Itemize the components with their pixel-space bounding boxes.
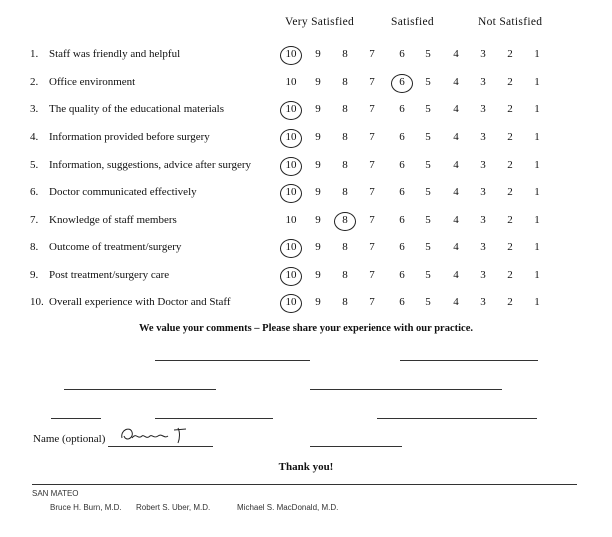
footer-doctor: Robert S. Uber, M.D. <box>136 503 211 512</box>
rating-row <box>0 211 612 231</box>
score-option[interactable]: 8 <box>342 241 348 253</box>
comment-line[interactable] <box>400 360 538 361</box>
item-question: Office environment <box>49 76 136 88</box>
item-question: Overall experience with Doctor and Staff <box>49 296 231 308</box>
score-option[interactable]: 6 <box>399 48 405 60</box>
score-option[interactable]: 2 <box>507 296 513 308</box>
rating-row <box>0 73 612 93</box>
score-option[interactable]: 5 <box>425 241 431 253</box>
selected-circle <box>280 184 302 203</box>
footer-rule <box>32 484 577 485</box>
score-option[interactable]: 7 <box>369 241 375 253</box>
score-option[interactable]: 8 <box>342 269 348 281</box>
item-question: Knowledge of staff members <box>49 214 177 226</box>
selected-circle <box>280 294 302 313</box>
score-option[interactable]: 9 <box>315 76 321 88</box>
item-number: 3. <box>30 103 39 115</box>
score-option[interactable]: 4 <box>453 241 459 253</box>
score-option[interactable]: 2 <box>507 131 513 143</box>
score-option[interactable]: 6 <box>399 241 405 253</box>
score-option[interactable]: 1 <box>534 296 540 308</box>
score-option[interactable]: 1 <box>534 186 540 198</box>
closing-note: We value your comments – Please share your experience with our practice. <box>138 323 473 334</box>
comment-line[interactable] <box>64 389 216 390</box>
selected-circle <box>280 267 302 286</box>
score-option[interactable]: 8 <box>342 103 348 115</box>
rating-row <box>0 266 612 286</box>
item-number: 9. <box>30 269 39 281</box>
rating-row <box>0 293 612 313</box>
score-option[interactable]: 8 <box>342 159 348 171</box>
header-very-satisfied: Very Satisfied <box>285 16 355 28</box>
item-question: Information, suggestions, advice after surgery <box>49 159 252 171</box>
footer-location: SAN MATEO <box>32 489 79 498</box>
selected-circle <box>280 157 302 176</box>
score-option[interactable]: 8 <box>342 296 348 308</box>
selected-circle <box>280 239 302 258</box>
score-option[interactable]: 9 <box>315 131 321 143</box>
score-option[interactable]: 2 <box>507 186 513 198</box>
score-option[interactable]: 10 <box>285 269 297 281</box>
score-option[interactable]: 10 <box>285 296 297 308</box>
score-option[interactable]: 10 <box>285 103 297 115</box>
score-option[interactable]: 7 <box>369 131 375 143</box>
score-option[interactable]: 10 <box>285 159 297 171</box>
item-question: Doctor communicated effectively <box>49 186 197 198</box>
score-option[interactable]: 4 <box>453 76 459 88</box>
item-number: 5. <box>30 159 39 171</box>
rating-row <box>0 238 612 258</box>
score-option[interactable]: 6 <box>399 269 405 281</box>
score-option[interactable]: 7 <box>369 159 375 171</box>
rating-row <box>0 156 612 176</box>
score-option[interactable]: 8 <box>342 76 348 88</box>
score-option[interactable]: 9 <box>315 241 321 253</box>
score-option[interactable]: 2 <box>507 48 513 60</box>
score-option[interactable]: 6 <box>399 296 405 308</box>
score-option[interactable]: 7 <box>369 214 375 226</box>
score-option[interactable]: 7 <box>369 76 375 88</box>
score-option[interactable]: 6 <box>399 131 405 143</box>
score-option[interactable]: 5 <box>425 131 431 143</box>
score-option[interactable]: 4 <box>453 131 459 143</box>
score-option[interactable]: 10 <box>285 76 297 88</box>
score-option[interactable]: 5 <box>425 103 431 115</box>
score-option[interactable]: 3 <box>480 269 486 281</box>
score-option[interactable]: 6 <box>399 159 405 171</box>
item-question: Outcome of treatment/surgery <box>49 241 182 253</box>
score-option[interactable]: 5 <box>425 159 431 171</box>
selected-circle <box>280 101 302 120</box>
score-option[interactable]: 2 <box>507 76 513 88</box>
score-option[interactable]: 8 <box>342 214 348 226</box>
selected-circle <box>391 74 413 93</box>
item-question: Information provided before surgery <box>49 131 210 143</box>
score-option[interactable]: 7 <box>369 269 375 281</box>
score-option[interactable]: 2 <box>507 103 513 115</box>
score-option[interactable]: 6 <box>399 214 405 226</box>
score-option[interactable]: 6 <box>399 103 405 115</box>
score-option[interactable]: 4 <box>453 186 459 198</box>
score-option[interactable]: 3 <box>480 131 486 143</box>
score-option[interactable]: 6 <box>399 76 405 88</box>
rating-row <box>0 100 612 120</box>
score-option[interactable]: 7 <box>369 296 375 308</box>
comment-line[interactable] <box>377 418 537 419</box>
score-option[interactable]: 7 <box>369 186 375 198</box>
item-number: 8. <box>30 241 39 253</box>
score-option[interactable]: 3 <box>480 186 486 198</box>
score-option[interactable]: 5 <box>425 214 431 226</box>
footer-doctor: Bruce H. Burn, M.D. <box>50 503 122 512</box>
score-option[interactable]: 8 <box>342 48 348 60</box>
score-option[interactable]: 5 <box>425 76 431 88</box>
comment-line[interactable] <box>155 418 273 419</box>
score-option[interactable]: 4 <box>453 48 459 60</box>
score-option[interactable]: 5 <box>425 186 431 198</box>
rating-row <box>0 45 612 65</box>
score-option[interactable]: 10 <box>285 131 297 143</box>
score-option[interactable]: 7 <box>369 48 375 60</box>
score-option[interactable]: 5 <box>425 48 431 60</box>
thank-you: Thank you! <box>278 461 334 473</box>
score-option[interactable]: 3 <box>480 214 486 226</box>
item-number: 4. <box>30 131 39 143</box>
item-number: 6. <box>30 186 39 198</box>
score-option[interactable]: 5 <box>425 296 431 308</box>
score-option[interactable]: 3 <box>480 241 486 253</box>
score-option[interactable]: 10 <box>285 186 297 198</box>
score-option[interactable]: 4 <box>453 269 459 281</box>
score-option[interactable]: 4 <box>453 159 459 171</box>
score-option[interactable]: 1 <box>534 159 540 171</box>
rating-row <box>0 183 612 203</box>
score-option[interactable]: 1 <box>534 214 540 226</box>
score-option[interactable]: 7 <box>369 103 375 115</box>
selected-circle <box>280 129 302 148</box>
score-option[interactable]: 3 <box>480 48 486 60</box>
score-option[interactable]: 9 <box>315 296 321 308</box>
score-option[interactable]: 8 <box>342 186 348 198</box>
score-option[interactable]: 10 <box>285 241 297 253</box>
score-option[interactable]: 2 <box>507 269 513 281</box>
footer-doctor: Michael S. MacDonald, M.D. <box>237 503 339 512</box>
score-option[interactable]: 1 <box>534 131 540 143</box>
score-option[interactable]: 8 <box>342 131 348 143</box>
comment-line[interactable] <box>310 446 402 447</box>
comment-line[interactable] <box>310 389 502 390</box>
score-option[interactable]: 9 <box>315 214 321 226</box>
name-label: Name (optional) <box>33 433 106 445</box>
score-option[interactable]: 4 <box>453 214 459 226</box>
item-question: Staff was friendly and helpful <box>49 48 181 60</box>
score-option[interactable]: 9 <box>315 159 321 171</box>
item-question: The quality of the educational materials <box>49 103 225 115</box>
score-option[interactable]: 1 <box>534 48 540 60</box>
score-option[interactable]: 2 <box>507 159 513 171</box>
selected-circle <box>280 46 302 65</box>
score-option[interactable]: 2 <box>507 241 513 253</box>
handwritten-signature <box>118 424 198 446</box>
score-option[interactable]: 3 <box>480 159 486 171</box>
score-option[interactable]: 9 <box>315 48 321 60</box>
item-number: 10. <box>30 296 44 308</box>
item-number: 1. <box>30 48 39 60</box>
score-option[interactable]: 10 <box>285 48 297 60</box>
score-option[interactable]: 4 <box>453 296 459 308</box>
header-not-satisfied: Not Satisfied <box>478 16 543 28</box>
rating-row <box>0 128 612 148</box>
score-option[interactable]: 3 <box>480 296 486 308</box>
comment-line[interactable] <box>51 418 101 419</box>
score-option[interactable]: 9 <box>315 103 321 115</box>
name-line[interactable] <box>108 446 213 447</box>
item-number: 7. <box>30 214 39 226</box>
score-option[interactable]: 4 <box>453 103 459 115</box>
score-option[interactable]: 1 <box>534 241 540 253</box>
score-option[interactable]: 1 <box>534 269 540 281</box>
score-option[interactable]: 1 <box>534 76 540 88</box>
selected-circle <box>334 212 356 231</box>
score-option[interactable]: 10 <box>285 214 297 226</box>
comment-line[interactable] <box>155 360 310 361</box>
score-option[interactable]: 1 <box>534 103 540 115</box>
score-option[interactable]: 6 <box>399 186 405 198</box>
score-option[interactable]: 3 <box>480 103 486 115</box>
item-question: Post treatment/surgery care <box>49 269 170 281</box>
header-satisfied: Satisfied <box>391 16 434 28</box>
score-option[interactable]: 2 <box>507 214 513 226</box>
score-option[interactable]: 9 <box>315 186 321 198</box>
score-option[interactable]: 5 <box>425 269 431 281</box>
score-option[interactable]: 9 <box>315 269 321 281</box>
score-option[interactable]: 3 <box>480 76 486 88</box>
item-number: 2. <box>30 76 39 88</box>
